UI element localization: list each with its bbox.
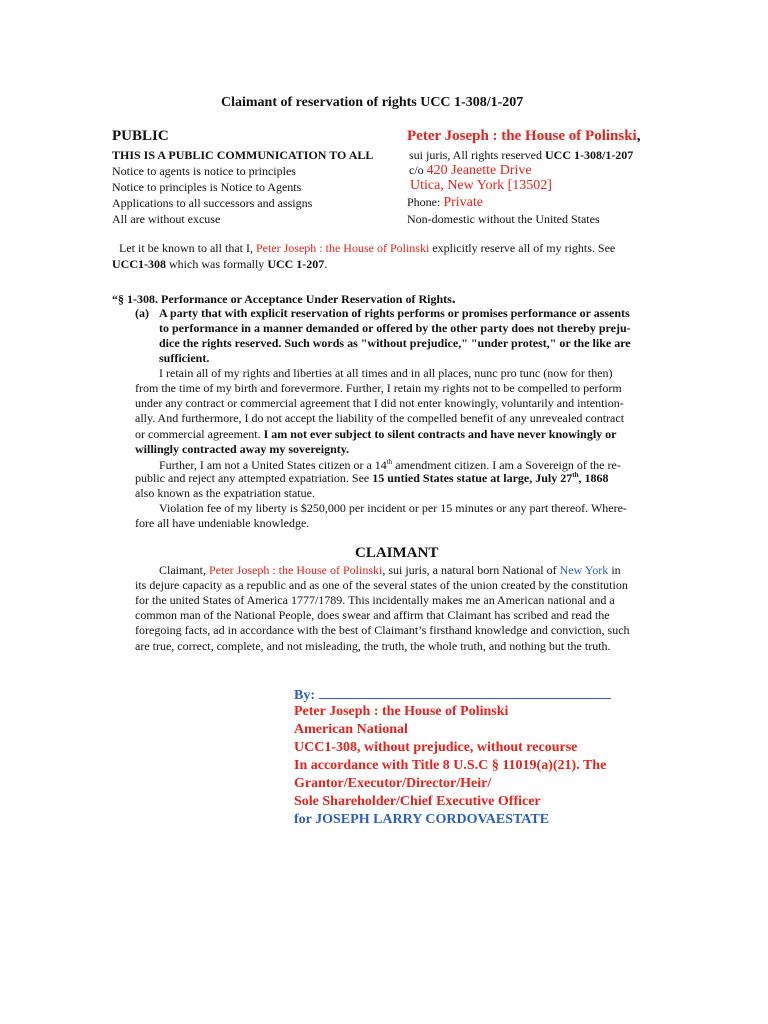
claimant-text: , sui juris, a natural born National of [382, 563, 560, 577]
claimant-name-inline: Peter Joseph : the House of Polinski [209, 563, 383, 577]
state-name: New York [559, 563, 609, 577]
body-line [135, 427, 616, 442]
claimant-text: Claimant, [159, 563, 209, 577]
body-text: Further, I am not a United States citizen or a 14 [159, 458, 387, 472]
intro-line [112, 257, 327, 272]
signature-line-text: Grantor/Executor/Director/Heir/ [294, 776, 492, 791]
intro-prefix: Let it be known to all that I, [119, 241, 256, 255]
claimant-line [159, 563, 621, 578]
care-of-prefix: c/o [409, 163, 427, 177]
name-comma: , [636, 128, 641, 144]
phone-label: Phone: [407, 195, 444, 209]
body-text: or commercial agreement. [135, 427, 264, 441]
city-address: Utica, New York [13502] [410, 178, 552, 193]
claimant-line: common man of the National People, does swear and affirm that Claimant has scribed and read the [135, 608, 610, 622]
signature-line [319, 686, 611, 699]
intro-line [119, 241, 615, 256]
body-line: also known as the expatriation statue. [135, 486, 315, 500]
document-title: Claimant of reservation of rights UCC 1-308/1-207 [221, 95, 524, 110]
claimant-name-header [407, 128, 640, 145]
section-heading-text: “§ 1-308. Performance or Acceptance Under Reservation of Rights [112, 292, 452, 306]
claimant-line: for the united States of America 1777/1789. This incidentally makes me an American national and a [135, 593, 615, 607]
by-label: By: [294, 688, 319, 703]
body-line: fore all have undeniable knowledge. [135, 516, 310, 530]
body-line: I retain all of my rights and liberties at all times and in all places, nunc pro tunc (now for then) [159, 366, 613, 380]
superscript: th [572, 471, 579, 479]
section-heading-dot: . [451, 291, 456, 307]
phone-line [407, 195, 483, 211]
street-address: 420 Jeanette Drive [426, 163, 532, 178]
signature-line-text: Peter Joseph : the House of Polinski [294, 704, 509, 719]
signature-by-line [294, 686, 611, 704]
claimant-line: foregoing facts, ad in accordance with the best of Claimant’s firsthand knowledge and conviction, such [135, 623, 630, 637]
notice-line: Applications to all successors and assigns [112, 196, 313, 210]
item-line: dice the rights reserved. Such words as "without prejudice," "under protest," or the like are [159, 336, 631, 350]
claimant-line: are true, correct, complete, and not misleading, the truth, the whole truth, and nothing but the truth. [135, 639, 611, 653]
signature-line-text: In accordance with Title 8 U.S.C § 11019(a)(21). The [294, 758, 607, 773]
rights-prefix: sui juris, All rights reserved [409, 148, 545, 162]
rights-reserved-line [409, 148, 633, 163]
body-line [135, 471, 608, 486]
intro-end: . [324, 257, 328, 271]
superscript: th [386, 458, 393, 466]
claimant-name: Peter Joseph : the House of Polinski [407, 128, 637, 144]
body-bold-text: 15 untied States statue at large, July 27 [372, 471, 573, 485]
rights-code: UCC 1-308/1-207 [544, 148, 634, 162]
public-subheading: THIS IS A PUBLIC COMMUNICATION TO ALL [112, 148, 374, 162]
ucc-code: UCC1-308 [112, 257, 166, 271]
intro-suffix: explicitly reserve all of my rights. See [429, 241, 616, 255]
status-line: Non-domestic without the United States [407, 212, 600, 226]
signature-line-text: Sole Shareholder/Chief Executive Officer [294, 794, 541, 809]
signature-line-text: American National [294, 722, 408, 737]
body-bold-text: , 1868 [578, 471, 609, 485]
body-line: Violation fee of my liberty is $250,000 per incident or per 15 minutes or any part thereof. Where- [159, 501, 627, 515]
claimant-line: its dejure capacity as a republic and as one of the several states of the union created by the constitution [135, 578, 628, 592]
notice-line: Notice to agents is notice to principles [112, 164, 296, 178]
public-heading: PUBLIC [112, 128, 169, 144]
care-of-line [409, 163, 532, 179]
body-bold-text: I am not ever subject to silent contracts and have never knowingly or [263, 427, 617, 441]
body-text: public and reject any attempted expatriation. See [135, 471, 373, 485]
body-line: from the time of my birth and forevermore. Further, I retain my rights not to be compelled to perform [135, 381, 622, 395]
body-text: amendment citizen. I am a Sovereign of the re- [392, 458, 621, 472]
claimant-text: in [608, 563, 621, 577]
phone-value: Private [443, 195, 483, 210]
signature-line-text: UCC1-308, without prejudice, without recourse [294, 740, 578, 755]
claimant-heading: CLAIMANT [355, 545, 439, 561]
ucc-code: UCC 1-207 [267, 257, 325, 271]
item-label: (a) [135, 306, 149, 320]
intro-name: Peter Joseph : the House of Polinski [255, 241, 430, 255]
signature-for-line: for JOSEPH LARRY CORDOVAESTATE [294, 812, 550, 827]
body-line: ally. And furthermore, I do not accept the liability of the compelled benefit of any unrevealed contract [135, 411, 625, 425]
body-line: willingly contracted away my sovereignty. [135, 442, 350, 456]
notice-line: Notice to principles is Notice to Agents [112, 180, 302, 194]
item-line: sufficient. [159, 351, 210, 365]
item-line: A party that with explicit reservation of rights performs or promises performance or assents [159, 306, 630, 320]
intro-mid: which was formally [166, 257, 268, 271]
body-line: under any contract or commercial agreement that I did not enter knowingly, voluntarily and intention- [135, 396, 624, 410]
item-line: to performance in a manner demanded or offered by the other party does not thereby preju- [159, 321, 631, 335]
notice-line: All are without excuse [112, 212, 221, 226]
